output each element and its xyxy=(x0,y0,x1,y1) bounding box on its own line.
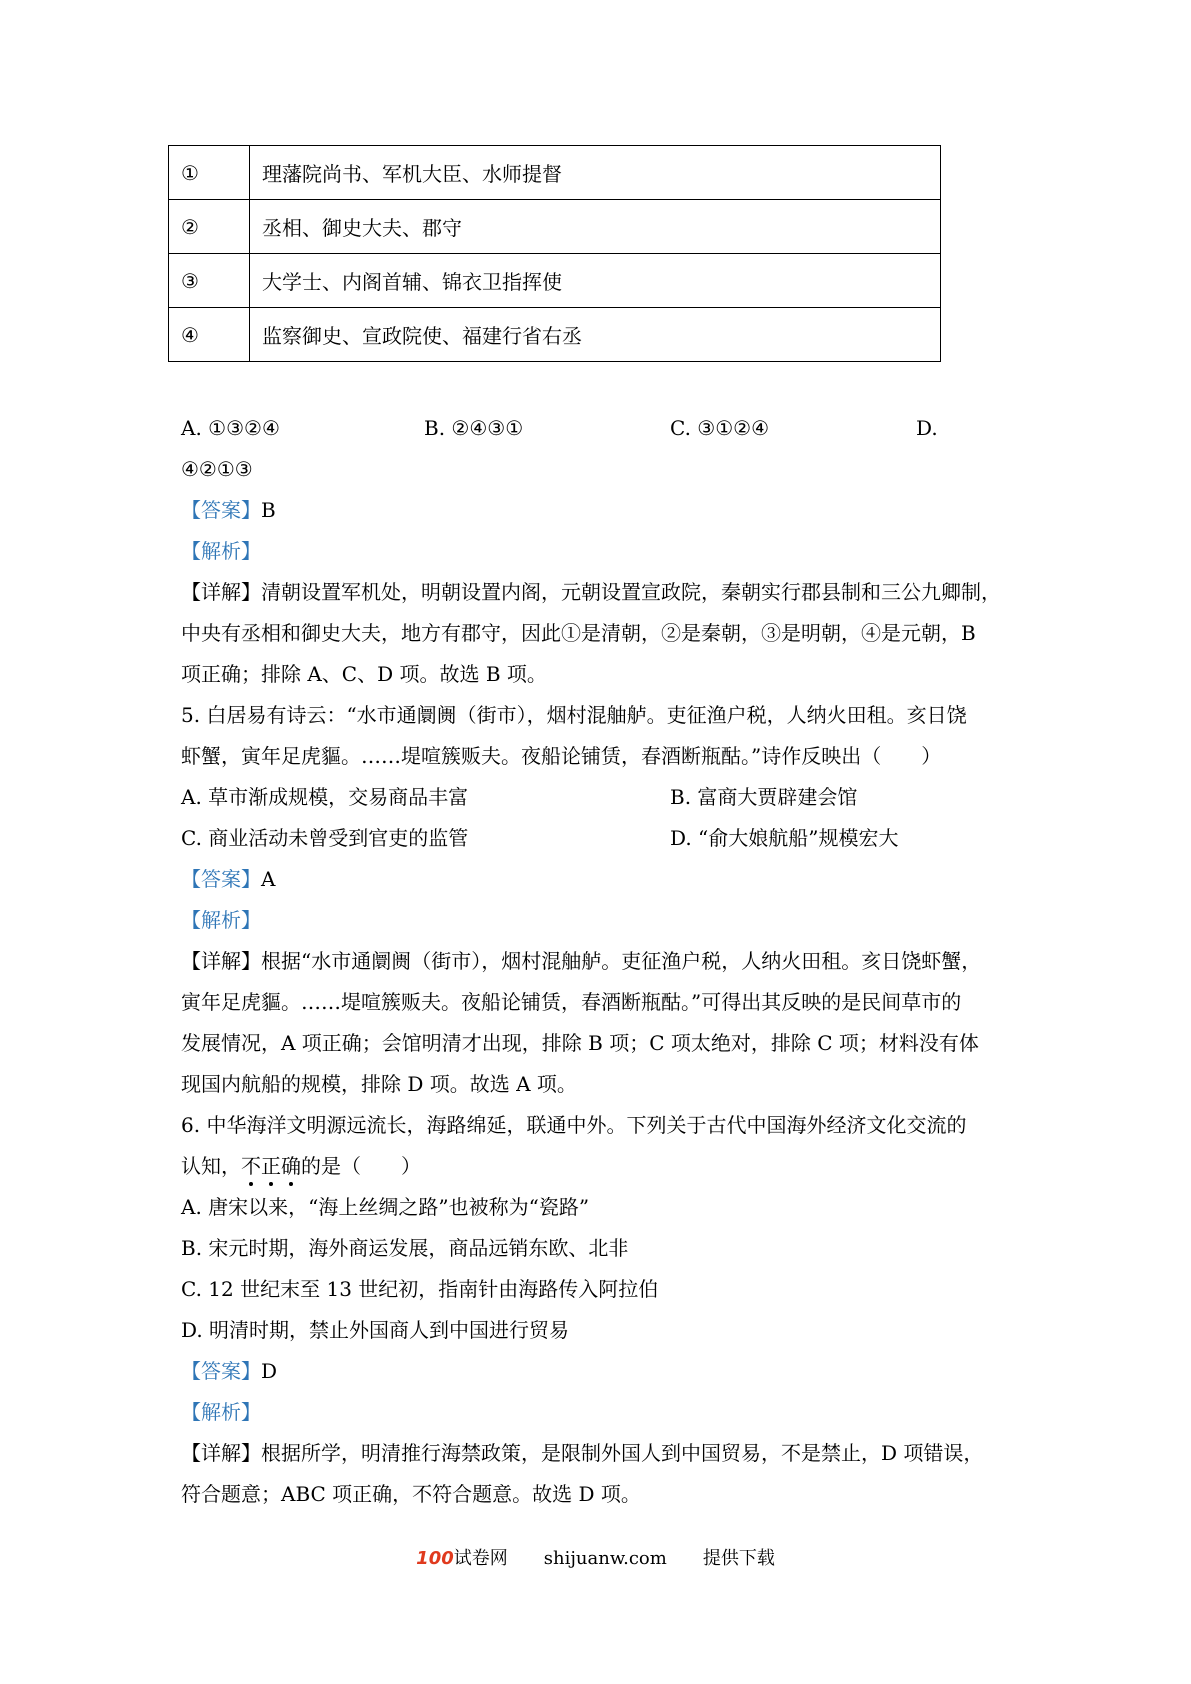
q6-option-a: A. 唐宋以来，“海上丝绸之路”也被称为“瓷路” xyxy=(181,1195,590,1219)
page-footer xyxy=(0,1546,1191,1572)
q6-stem-line xyxy=(181,1152,421,1180)
q4-option-c: C. ③①②④ xyxy=(670,416,770,440)
q5-answer xyxy=(181,865,275,893)
row-number: ② xyxy=(169,200,250,254)
q5-analysis-heading xyxy=(181,906,261,934)
q4-detail-line xyxy=(181,578,1001,606)
q6-detail-line xyxy=(181,1439,983,1467)
table-row xyxy=(169,254,941,308)
answer-value: A xyxy=(261,867,276,891)
q5-stem-line: 虾蟹，寅年足虎貙。……堤喧簇贩夫。夜船论铺赁，春酒断瓶酤。”诗作反映出（ ） xyxy=(181,744,942,768)
detail-tag: 【详解】 xyxy=(181,1441,261,1465)
q5-option-c: C. 商业活动未曾受到官吏的监管 xyxy=(181,826,469,850)
row-text: 丞相、御史大夫、郡守 xyxy=(250,200,941,254)
q5-option-d: D. “俞大娘航船”规模宏大 xyxy=(670,826,899,850)
q6-analysis-heading xyxy=(181,1398,261,1426)
logo-number: 100 xyxy=(416,1548,454,1569)
q4-answer xyxy=(181,496,276,524)
answer-tag: 【答案】 xyxy=(181,867,261,891)
detail-text: 根据“水市通阛阓（街市），烟村混舳舻。吏征渔户税，人纳火田租。亥日饶虾蟹， xyxy=(261,949,982,973)
row-number: ③ xyxy=(169,254,250,308)
table-row xyxy=(169,146,941,200)
row-text: 监察御史、宣政院使、福建行省右丞 xyxy=(250,308,941,362)
q6-detail-line: 符合题意；ABC 项正确，不符合题意。故选 D 项。 xyxy=(181,1482,641,1506)
detail-text: 根据所学，明清推行海禁政策，是限制外国人到中国贸易，不是禁止，D 项错误， xyxy=(261,1441,984,1465)
q4-detail-line: 项正确；排除 A、C、D 项。故选 B 项。 xyxy=(181,662,547,686)
q5-stem-line: 5. 白居易有诗云：“水市通阛阓（街市），烟村混舳舻。吏征渔户税，人纳火田租。亥日饶 xyxy=(181,703,967,727)
q5-detail-line xyxy=(181,947,981,975)
q4-option-d-label: D. xyxy=(916,416,938,440)
site-url: shijuanw.com xyxy=(543,1548,667,1569)
row-text: 大学士、内阁首辅、锦衣卫指挥使 xyxy=(250,254,941,308)
q6-option-b: B. 宋元时期，海外商运发展，商品远销东欧、北非 xyxy=(181,1236,629,1260)
q5-option-a: A. 草市渐成规模，交易商品丰富 xyxy=(181,785,469,809)
q5-detail-line: 寅年足虎貙。……堤喧簇贩夫。夜船论铺赁，春酒断瓶酤。”可得出其反映的是民间草市的 xyxy=(181,990,962,1014)
table-row xyxy=(169,308,941,362)
q5-option-b: B. 富商大贾辟建会馆 xyxy=(670,785,858,809)
analysis-tag: 【解析】 xyxy=(181,1400,261,1424)
table-row xyxy=(169,200,941,254)
q5-detail-line: 现国内航船的规模，排除 D 项。故选 A 项。 xyxy=(181,1072,577,1096)
official-titles-table xyxy=(168,145,941,362)
q6-stem-line: 6. 中华海洋文明源远流长，海路绵延，联通中外。下列关于古代中国海外经济文化交流的 xyxy=(181,1113,967,1137)
q4-detail-line: 中央有丞相和御史大夫，地方有郡守，因此①是清朝，②是秦朝，③是明朝，④是元朝，B xyxy=(181,621,976,645)
emphasis-char: 确 xyxy=(281,1154,301,1178)
stem-text: 认知， xyxy=(181,1154,241,1178)
q4-option-b: B. ②④③① xyxy=(424,416,524,440)
q4-analysis-heading xyxy=(181,537,261,565)
row-number: ① xyxy=(169,146,250,200)
q4-option-d-value: ④②①③ xyxy=(181,457,253,481)
detail-tag: 【详解】 xyxy=(181,580,261,604)
q5-detail-line: 发展情况，A 项正确；会馆明清才出现，排除 B 项；C 项太绝对，排除 C 项；材料没有体 xyxy=(181,1031,979,1055)
answer-value: D xyxy=(261,1359,278,1383)
q6-answer xyxy=(181,1357,277,1385)
site-name: 试卷网 xyxy=(453,1548,508,1569)
detail-text: 清朝设置军机处，明朝设置内阁，元朝设置宣政院，秦朝实行郡县制和三公九卿制， xyxy=(261,580,1001,604)
analysis-tag: 【解析】 xyxy=(181,908,261,932)
answer-tag: 【答案】 xyxy=(181,1359,261,1383)
site-logo xyxy=(416,1546,454,1572)
q4-option-a: A. ①③②④ xyxy=(181,416,280,440)
answer-tag: 【答案】 xyxy=(181,498,261,522)
answer-value: B xyxy=(261,498,276,522)
emphasis-char: 不 xyxy=(241,1154,261,1178)
detail-tag: 【详解】 xyxy=(181,949,261,973)
row-text: 理藩院尚书、军机大臣、水师提督 xyxy=(250,146,941,200)
row-number: ④ xyxy=(169,308,250,362)
download-note: 提供下载 xyxy=(702,1548,775,1569)
q6-option-d: D. 明清时期，禁止外国商人到中国进行贸易 xyxy=(181,1318,570,1342)
q6-option-c: C. 12 世纪末至 13 世纪初，指南针由海路传入阿拉伯 xyxy=(181,1277,659,1301)
emphasis-char: 正 xyxy=(261,1154,281,1178)
analysis-tag: 【解析】 xyxy=(181,539,261,563)
stem-text: 的是（ ） xyxy=(301,1154,421,1178)
